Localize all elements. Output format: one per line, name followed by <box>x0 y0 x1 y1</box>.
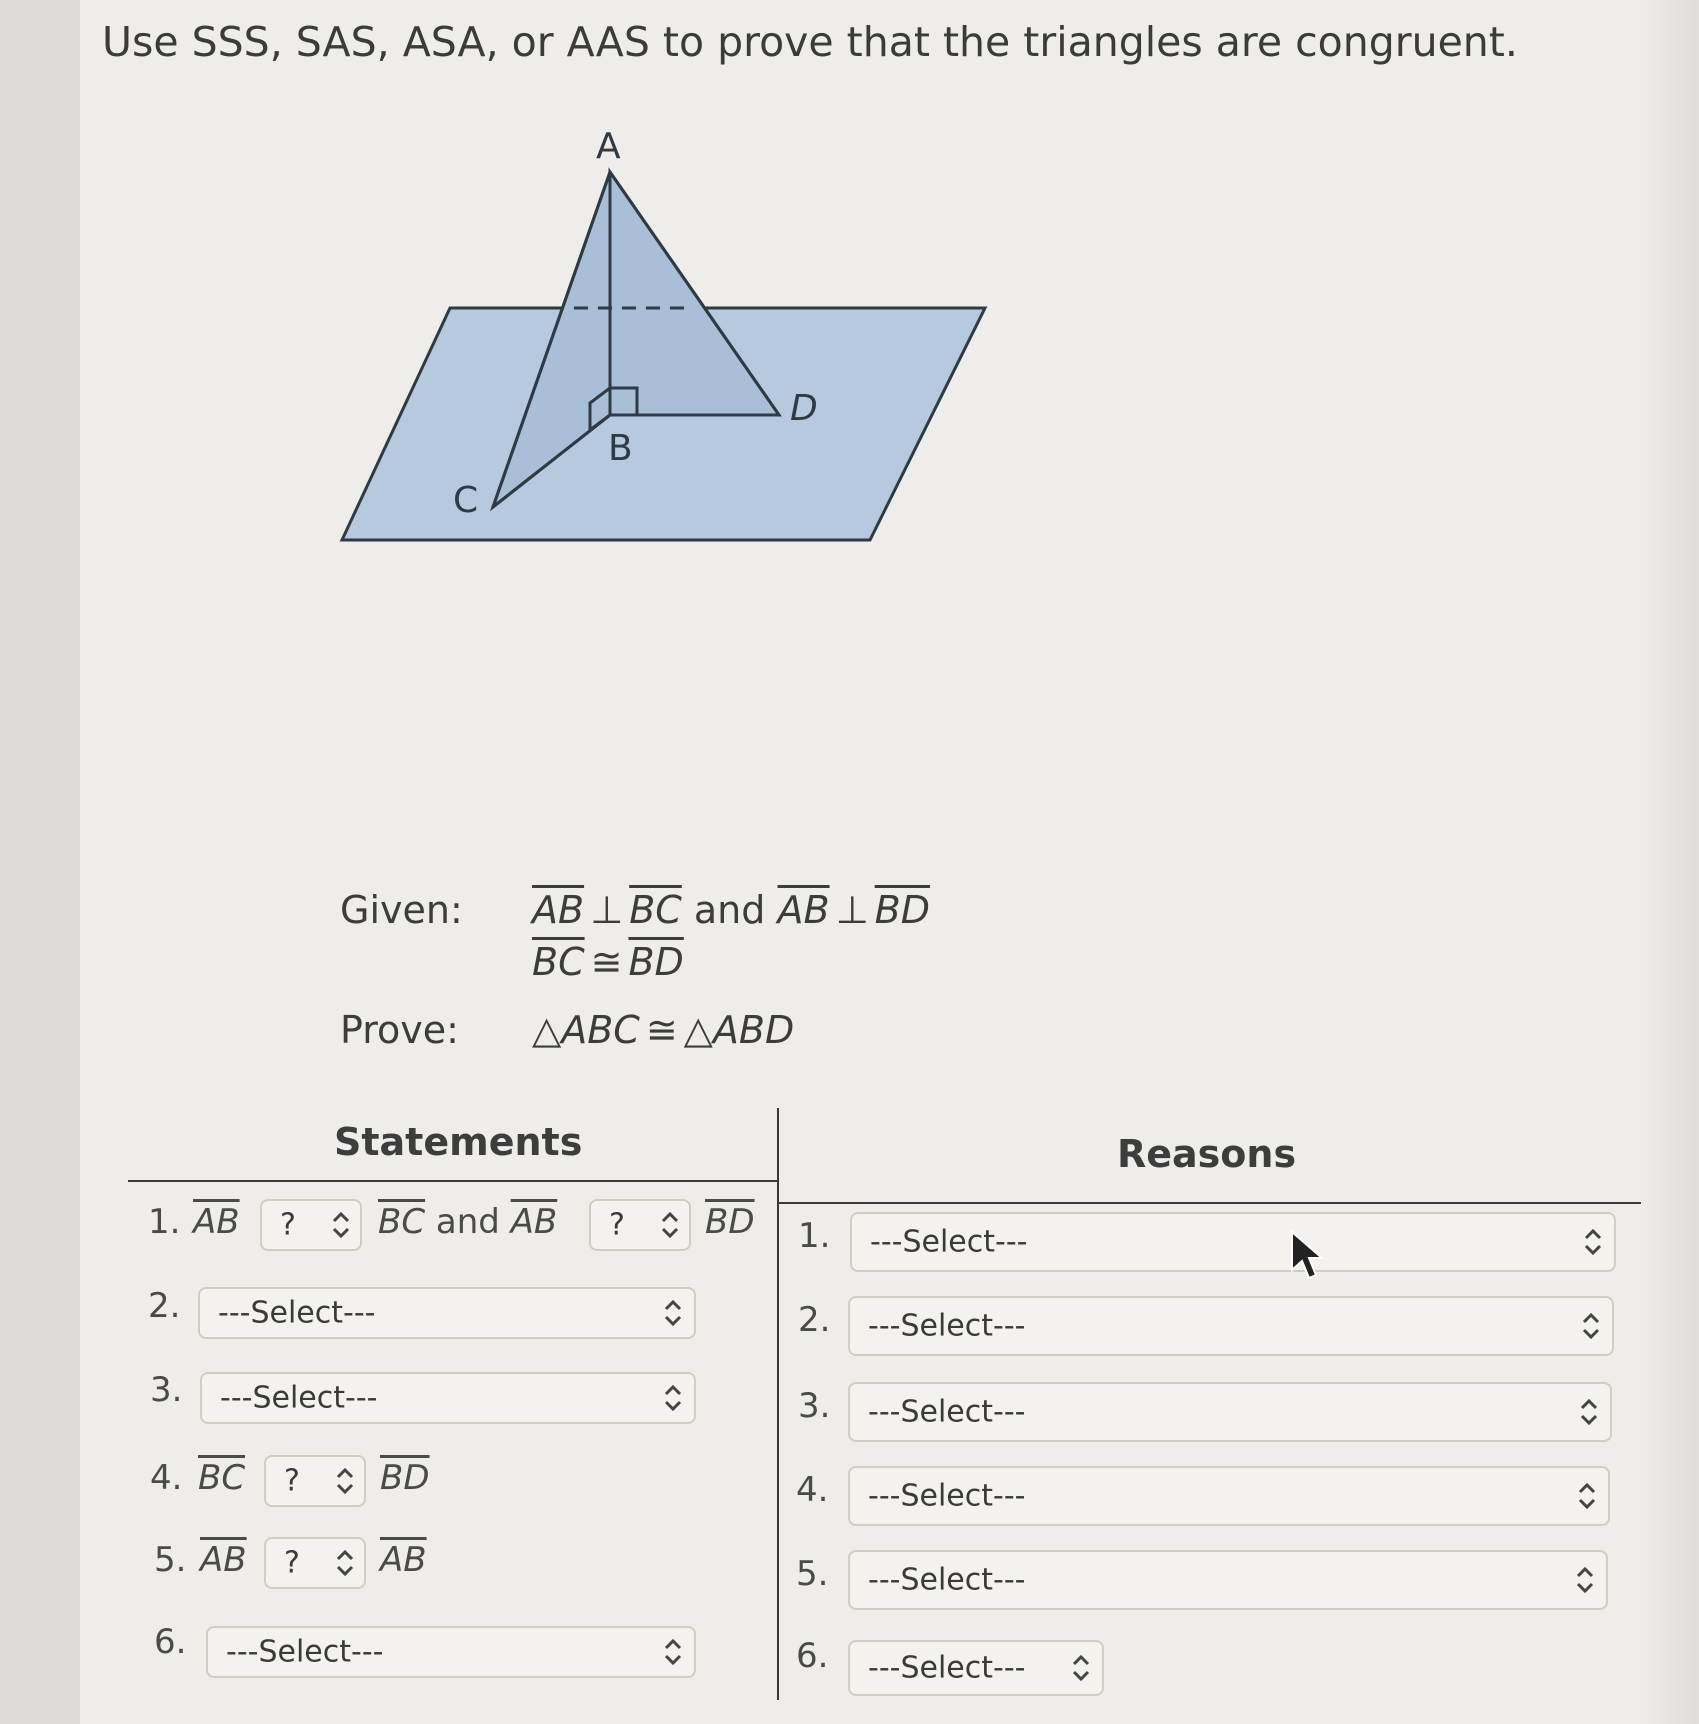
mouse-cursor-icon <box>1290 1230 1326 1282</box>
given-label: Given: <box>340 888 463 932</box>
given-and: and <box>693 888 766 932</box>
statement-1-seg-ab-2: $\overline{AB}$ <box>510 1202 558 1242</box>
select-value: ---Select--- <box>868 1308 1026 1344</box>
reason-1-select[interactable] <box>850 1212 1616 1272</box>
reason-4-number: 4. <box>796 1470 829 1510</box>
reason-3-number: 3. <box>798 1386 831 1426</box>
statement-5-number: 5. <box>154 1540 187 1580</box>
column-divider <box>777 1108 779 1700</box>
reason-3-select[interactable] <box>848 1382 1612 1442</box>
congruent-symbol: ≅ <box>645 1008 678 1052</box>
segment-label: $\overline{BD}$ <box>380 1458 430 1498</box>
statement-5-relation-select[interactable] <box>264 1537 366 1589</box>
reason-5-number: 5. <box>796 1554 829 1594</box>
segment-label: $\overline{BD}$ <box>705 1202 755 1242</box>
chevron-up-down-icon <box>1580 1309 1602 1343</box>
select-value: ---Select--- <box>868 1562 1026 1598</box>
reasons-header: Reasons <box>1117 1132 1297 1176</box>
prove-label: Prove: <box>340 1008 459 1052</box>
segment-label: $\overline{AB}$ <box>193 1202 240 1242</box>
statement-4-relation-select[interactable] <box>264 1455 366 1507</box>
select-value: ? <box>284 1545 300 1581</box>
label-a: A <box>596 126 621 167</box>
chevron-up-down-icon <box>334 1464 356 1498</box>
statement-1-and: and <box>435 1202 500 1242</box>
statement-2-select[interactable] <box>198 1287 696 1339</box>
plane-triangles-diagram <box>330 120 1010 560</box>
label-c: C <box>453 480 479 521</box>
prove-statement <box>532 1008 794 1052</box>
congruent-symbol: ≅ <box>590 940 623 984</box>
reason-5-select[interactable] <box>848 1550 1608 1610</box>
given-line-1 <box>532 888 930 932</box>
given2-seg-bc: $\overline{BC}$ <box>532 940 585 984</box>
reason-1-number: 1. <box>798 1216 831 1256</box>
statement-1-seg-bc: $\overline{BC}$ <box>378 1202 426 1242</box>
segment-label: $\overline{AB}$ <box>380 1540 427 1580</box>
select-value: ---Select--- <box>220 1380 378 1416</box>
right-margin <box>1639 0 1699 1724</box>
reason-2-number: 2. <box>798 1300 831 1340</box>
select-value: ---Select--- <box>868 1394 1026 1430</box>
given-seg-bd: $\overline{BD}$ <box>874 888 931 932</box>
statement-6-number: 6. <box>154 1622 187 1662</box>
select-value: ? <box>609 1207 625 1243</box>
chevron-up-down-icon <box>1574 1563 1596 1597</box>
statement-2-number: 2. <box>148 1286 181 1326</box>
chevron-up-down-icon <box>1582 1225 1604 1259</box>
chevron-up-down-icon <box>659 1208 681 1242</box>
statement-6-select[interactable] <box>206 1626 696 1678</box>
statement-5-seg-ab <box>200 1540 247 1580</box>
select-value: ---Select--- <box>868 1650 1026 1686</box>
segment-label: $\overline{AB}$ <box>200 1540 247 1580</box>
statement-1-seg-ab <box>193 1202 240 1242</box>
statement-1-relation-2-select[interactable] <box>589 1199 691 1251</box>
given2-seg-bd: $\overline{BD}$ <box>628 940 684 984</box>
given-line-2 <box>532 940 684 984</box>
statement-5-seg-ab-2 <box>380 1540 427 1580</box>
prove-triangle-abd: △ABD <box>683 1008 795 1052</box>
statement-4-seg-bd <box>380 1458 430 1498</box>
reason-6-number: 6. <box>796 1636 829 1676</box>
perp-symbol: ⊥ <box>590 888 624 932</box>
given-seg-ab-2: $\overline{AB}$ <box>777 888 830 932</box>
chevron-up-down-icon <box>1578 1395 1600 1429</box>
chevron-up-down-icon <box>662 1635 684 1669</box>
given-seg-bc: $\overline{BC}$ <box>629 888 682 932</box>
select-value: ---Select--- <box>870 1224 1028 1260</box>
statement-1-seg-bd <box>705 1202 755 1242</box>
select-value: ---Select--- <box>868 1478 1026 1514</box>
statement-3-select[interactable] <box>200 1372 696 1424</box>
reason-4-select[interactable] <box>848 1466 1610 1526</box>
chevron-up-down-icon <box>662 1296 684 1330</box>
header-divider-left <box>128 1180 778 1182</box>
chevron-up-down-icon <box>1576 1479 1598 1513</box>
header-divider-right <box>778 1202 1641 1204</box>
chevron-up-down-icon <box>1070 1651 1092 1685</box>
select-value: ? <box>280 1207 296 1243</box>
statement-1-middle <box>378 1202 557 1242</box>
reason-6-select[interactable] <box>848 1640 1104 1696</box>
prove-triangle-abc: △ABC <box>532 1008 640 1052</box>
geometry-figure <box>330 120 1010 564</box>
segment-label: $\overline{BC}$ <box>198 1458 246 1498</box>
chevron-up-down-icon <box>662 1381 684 1415</box>
statement-1-number: 1. <box>148 1202 181 1242</box>
statement-3-number: 3. <box>150 1370 183 1410</box>
statement-4-seg-bc <box>198 1458 245 1498</box>
given-seg-ab-1: $\overline{AB}$ <box>532 888 585 932</box>
reason-2-select[interactable] <box>848 1296 1614 1356</box>
label-d: D <box>790 388 818 429</box>
select-value: ---Select--- <box>218 1295 376 1331</box>
select-value: ? <box>284 1463 300 1499</box>
select-value: ---Select--- <box>226 1634 384 1670</box>
statement-4-number: 4. <box>150 1458 183 1498</box>
perp-symbol: ⊥ <box>835 888 869 932</box>
statement-1-relation-1-select[interactable] <box>260 1199 362 1251</box>
question-prompt: Use SSS, SAS, ASA, or AAS to prove that the triangles are congruent. <box>102 18 1518 66</box>
chevron-up-down-icon <box>330 1208 352 1242</box>
left-margin <box>0 0 80 1724</box>
label-b: B <box>608 428 633 469</box>
statements-header: Statements <box>334 1120 583 1164</box>
chevron-up-down-icon <box>334 1546 356 1580</box>
